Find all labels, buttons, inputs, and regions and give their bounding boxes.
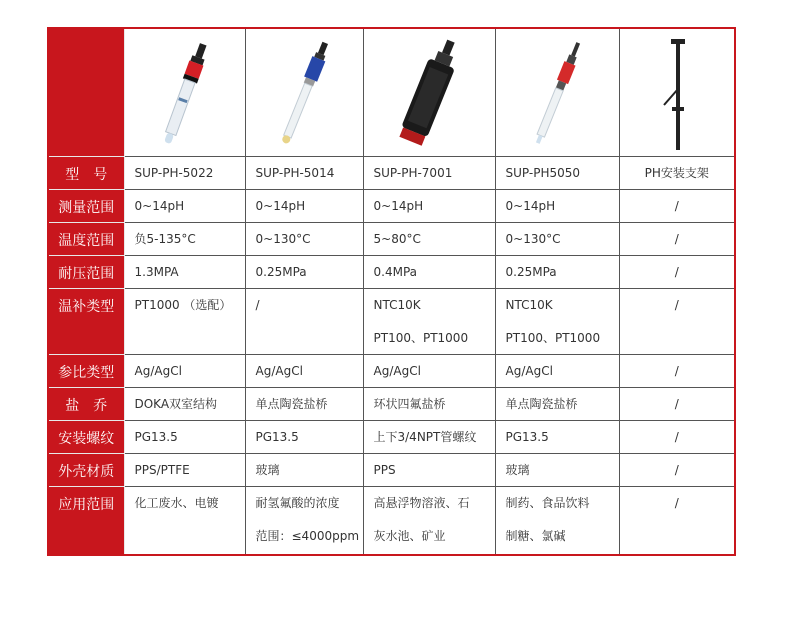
app-cell: 高悬浮物溶液、石 灰水池、矿业 bbox=[363, 486, 495, 555]
pressure-cell: / bbox=[619, 255, 735, 288]
product-image-7001 bbox=[363, 28, 495, 156]
bridge-cell: / bbox=[619, 387, 735, 420]
row-comp bbox=[48, 288, 735, 354]
row-ref bbox=[48, 354, 735, 387]
pressure-cell: 1.3MPA bbox=[124, 255, 245, 288]
ref-cell: Ag/AgCl bbox=[245, 354, 363, 387]
ph-electrode-blue-cap-icon bbox=[246, 29, 364, 156]
model-cell: SUP-PH-7001 bbox=[363, 156, 495, 189]
label-temp: 温度范围 bbox=[48, 222, 124, 255]
comp-cell: PT1000 （选配） bbox=[124, 288, 245, 354]
shell-cell: 玻璃 bbox=[495, 453, 619, 486]
ph-electrode-black-housing-icon bbox=[364, 29, 496, 156]
model-cell: PH安装支架 bbox=[619, 156, 735, 189]
ref-cell: Ag/AgCl bbox=[124, 354, 245, 387]
temp-cell: / bbox=[619, 222, 735, 255]
temp-cell: 负5-135°C bbox=[124, 222, 245, 255]
product-image-5022 bbox=[124, 28, 245, 156]
model-cell: SUP-PH5050 bbox=[495, 156, 619, 189]
thread-cell: PG13.5 bbox=[495, 420, 619, 453]
range-cell: 0~14pH bbox=[495, 189, 619, 222]
temp-cell: 5~80°C bbox=[363, 222, 495, 255]
app-cell: 制药、食品饮料 制糖、氯碱 bbox=[495, 486, 619, 555]
row-temp bbox=[48, 222, 735, 255]
app-cell: 耐氢氟酸的浓度 范围：≤4000ppm bbox=[245, 486, 363, 555]
label-thread: 安装螺纹 bbox=[48, 420, 124, 453]
label-bridge: 盐 乔 bbox=[48, 387, 124, 420]
comp-cell: NTC10K PT100、PT1000 bbox=[495, 288, 619, 354]
shell-cell: PPS bbox=[363, 453, 495, 486]
ref-cell: / bbox=[619, 354, 735, 387]
range-cell: / bbox=[619, 189, 735, 222]
corner-cell bbox=[48, 28, 124, 156]
pressure-cell: 0.25MPa bbox=[495, 255, 619, 288]
ph-mounting-bracket-icon bbox=[620, 29, 736, 156]
comp-cell: / bbox=[619, 288, 735, 354]
label-shell: 外壳材质 bbox=[48, 453, 124, 486]
shell-cell: / bbox=[619, 453, 735, 486]
row-app bbox=[48, 486, 735, 555]
temp-cell: 0~130°C bbox=[495, 222, 619, 255]
row-thread bbox=[48, 420, 735, 453]
product-image-5014 bbox=[245, 28, 363, 156]
model-cell: SUP-PH-5014 bbox=[245, 156, 363, 189]
row-range bbox=[48, 189, 735, 222]
product-image-5050 bbox=[495, 28, 619, 156]
app-cell: / bbox=[619, 486, 735, 555]
thread-cell: / bbox=[619, 420, 735, 453]
label-ref: 参比类型 bbox=[48, 354, 124, 387]
bridge-cell: 单点陶瓷盐桥 bbox=[245, 387, 363, 420]
label-pressure: 耐压范围 bbox=[48, 255, 124, 288]
row-shell bbox=[48, 453, 735, 486]
shell-cell: PPS/PTFE bbox=[124, 453, 245, 486]
bridge-cell: 单点陶瓷盐桥 bbox=[495, 387, 619, 420]
thread-cell: PG13.5 bbox=[124, 420, 245, 453]
thread-cell: 上下3/4NPT管螺纹 bbox=[363, 420, 495, 453]
ph-electrode-red-slim-icon bbox=[496, 29, 620, 156]
label-app: 应用范围 bbox=[48, 486, 124, 555]
image-row bbox=[48, 28, 735, 156]
ref-cell: Ag/AgCl bbox=[363, 354, 495, 387]
bridge-cell: DOKA双室结构 bbox=[124, 387, 245, 420]
app-cell: 化工废水、电镀 bbox=[124, 486, 245, 555]
shell-cell: 玻璃 bbox=[245, 453, 363, 486]
thread-cell: PG13.5 bbox=[245, 420, 363, 453]
bridge-cell: 环状四氟盐桥 bbox=[363, 387, 495, 420]
temp-cell: 0~130°C bbox=[245, 222, 363, 255]
comp-cell: / bbox=[245, 288, 363, 354]
label-comp: 温补类型 bbox=[48, 288, 124, 354]
ref-cell: Ag/AgCl bbox=[495, 354, 619, 387]
comp-cell: NTC10K PT100、PT1000 bbox=[363, 288, 495, 354]
range-cell: 0~14pH bbox=[124, 189, 245, 222]
label-range: 测量范围 bbox=[48, 189, 124, 222]
row-model bbox=[48, 156, 735, 189]
product-image-bracket bbox=[619, 28, 735, 156]
pressure-cell: 0.25MPa bbox=[245, 255, 363, 288]
row-bridge bbox=[48, 387, 735, 420]
spec-table bbox=[47, 27, 736, 556]
label-model: 型 号 bbox=[48, 156, 124, 189]
ph-electrode-red-cap-icon bbox=[125, 29, 246, 156]
range-cell: 0~14pH bbox=[245, 189, 363, 222]
pressure-cell: 0.4MPa bbox=[363, 255, 495, 288]
range-cell: 0~14pH bbox=[363, 189, 495, 222]
row-pressure bbox=[48, 255, 735, 288]
model-cell: SUP-PH-5022 bbox=[124, 156, 245, 189]
